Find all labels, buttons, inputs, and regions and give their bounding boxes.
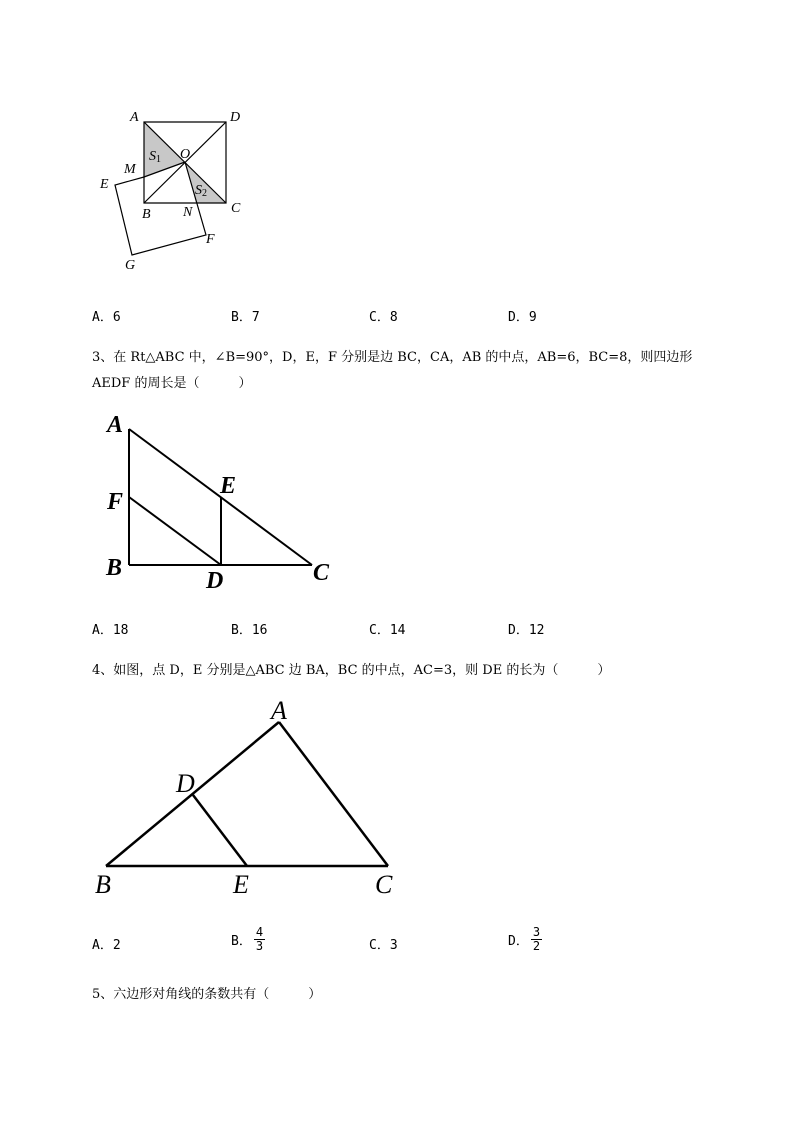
label-c: C <box>375 870 393 899</box>
figure-squares <box>90 100 260 280</box>
q4-option-b <box>231 926 265 953</box>
figure-q4-triangle <box>90 690 420 905</box>
q4-option-b-prefix: B． <box>231 934 252 949</box>
label-d: D <box>230 110 241 125</box>
fraction-numerator: 3 <box>532 925 541 939</box>
segment-de <box>193 795 247 866</box>
label-a: A <box>271 696 287 725</box>
q3-option-a: A．18 <box>92 623 129 638</box>
fraction-denominator: 2 <box>532 939 541 953</box>
q4-option-a: A．2 <box>92 938 121 953</box>
q3-option-b: B．16 <box>231 623 268 638</box>
label-e: E <box>220 473 237 499</box>
label-o: O <box>180 147 191 162</box>
q3-text-line1: 3、在 Rt△ABC 中，∠B=90°，D，E，F 分别是边 BC，CA，AB 的中点，AB=6，BC=8，则四边形 <box>92 350 693 365</box>
q5-text: 5、六边形对角线的条数共有（ ） <box>92 987 322 1002</box>
label-d: D <box>176 769 195 798</box>
fraction-denominator: 3 <box>255 939 264 953</box>
label-a: A <box>107 412 124 438</box>
label-f: F <box>107 489 124 515</box>
segment-fd <box>129 497 221 565</box>
q2-option-a: A．6 <box>92 310 121 325</box>
label-s1: S1 <box>149 149 161 165</box>
label-e: E <box>100 177 109 192</box>
q4-option-c: C．3 <box>369 938 398 953</box>
q3-option-d: D．12 <box>508 623 545 638</box>
q4-option-b-fraction <box>254 926 265 953</box>
label-s2: S2 <box>195 183 207 199</box>
q4-option-d <box>508 926 542 953</box>
q2-option-c: C．8 <box>369 310 398 325</box>
segment-ac <box>279 722 388 866</box>
figure-q3-triangle <box>100 405 350 595</box>
label-g: G <box>125 258 136 273</box>
label-a: A <box>130 110 139 125</box>
label-m: M <box>124 162 136 177</box>
label-c: C <box>231 201 241 216</box>
q3-option-c: C．14 <box>369 623 406 638</box>
q2-option-d: D．9 <box>508 310 537 325</box>
q3-text-line2: AEDF 的周长是（ ） <box>92 376 252 391</box>
label-b: B <box>106 555 123 581</box>
label-c: C <box>313 560 330 586</box>
label-b: B <box>95 870 111 899</box>
q4-option-d-prefix: D． <box>508 934 529 949</box>
label-e: E <box>233 870 249 899</box>
label-b: B <box>142 207 151 222</box>
label-n: N <box>183 205 193 220</box>
fraction-numerator: 4 <box>255 925 264 939</box>
q4-text: 4、如图，点 D，E 分别是△ABC 边 BA，BC 的中点，AC=3，则 DE 的长为（ ） <box>92 663 611 678</box>
label-f: F <box>206 232 215 247</box>
q2-option-b: B．7 <box>231 310 260 325</box>
q4-option-d-fraction <box>531 926 542 953</box>
label-d: D <box>206 568 224 594</box>
